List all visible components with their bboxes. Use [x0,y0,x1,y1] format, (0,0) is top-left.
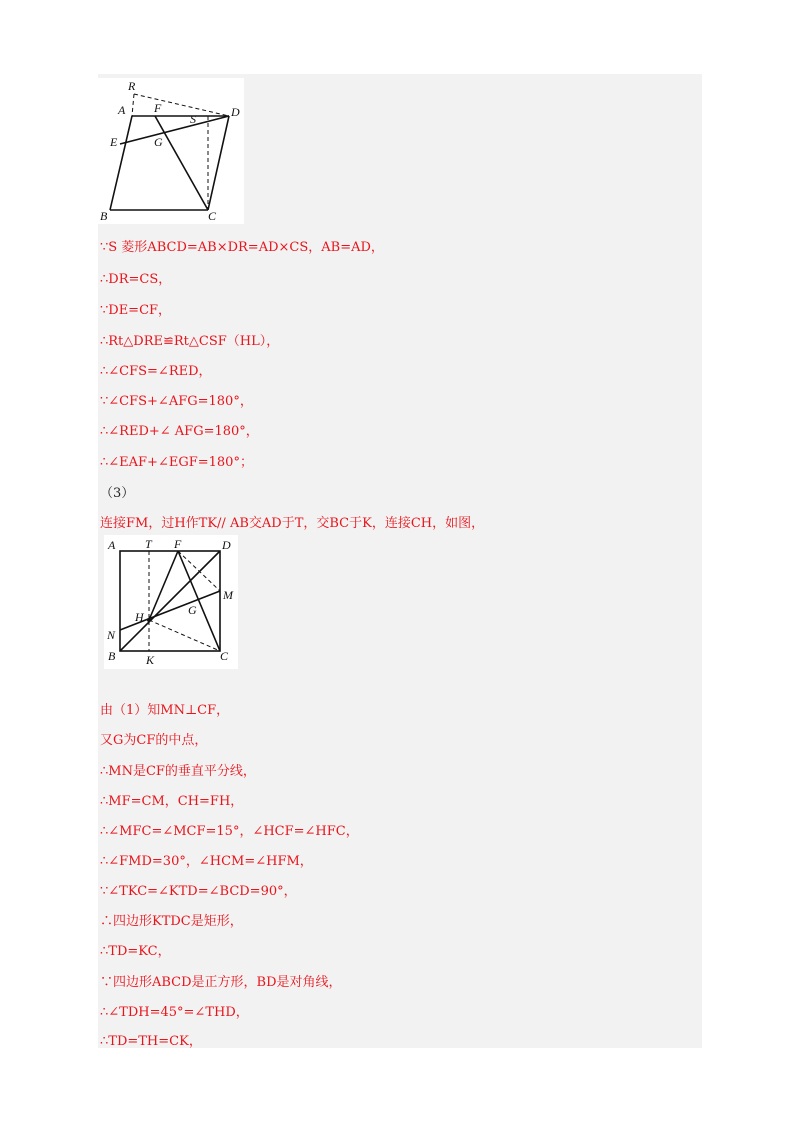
figure-rhombus [98,78,244,224]
text-line-9: （3） [100,486,135,501]
text-line-5: ∴∠CFS=∠RED， [100,364,212,379]
point-h [147,618,151,622]
label-f: F [174,537,182,551]
segment-ed [120,116,229,144]
label-c: C [220,649,229,663]
text-line-4: ∴Rt△DRE≌Rt△CSF（HL）， [100,334,280,349]
dashed-ra [132,94,134,116]
text-line-17: ∵∠TKC=∠KTD=∠BCD=90°， [100,884,297,899]
text-line-11: 由（1）知MN⊥CF， [100,703,230,718]
label-h: H [135,610,144,624]
text-line-10: 连接FM，过H作TK// AB交AD于T，交BC于K，连接CH，如图， [100,516,485,531]
figure-rhombus-svg [98,78,244,224]
text-line-22: ∴TD=TH=CK， [100,1034,202,1049]
edge-cd [208,116,229,210]
label-k: K [146,653,155,667]
label-d: D [222,538,231,552]
label-g: G [188,603,197,617]
text-line-13: ∴MN是CF的垂直平分线， [100,764,256,779]
figure-square [104,535,238,669]
label-s: S [190,112,196,126]
label-f: F [154,101,162,115]
label-a: A [108,538,116,552]
label-d: D [231,105,240,119]
label-b: B [108,649,116,663]
text-line-12: 又G为CF的中点， [100,733,208,748]
label-m: M [223,588,233,602]
text-line-14: ∴MF=CM，CH=FH， [100,794,244,809]
text-line-2: ∴DR=CS， [100,272,172,287]
label-b: B [100,209,108,223]
text-line-7: ∴∠RED+∠ AFG=180°， [100,424,259,439]
segment-fc [178,551,220,651]
text-line-21: ∴∠TDH=45°=∠THD， [100,1005,249,1020]
segment-fc [155,116,208,210]
label-r: R [128,79,136,93]
text-line-6: ∵∠CFS+∠AFG=180°， [100,394,253,409]
label-e: E [110,135,118,149]
label-a: A [118,103,126,117]
text-line-16: ∴∠FMD=30°，∠HCM=∠HFM， [100,854,313,869]
label-n: N [107,628,116,642]
text-line-18: ∴四边形KTDC是矩形， [100,914,243,929]
text-line-15: ∴∠MFC=∠MCF=15°，∠HCF=∠HFC， [100,824,359,839]
text-line-1: ∵S 菱形ABCD=AB×DR=AD×CS，AB=AD， [100,240,384,255]
label-g: G [154,135,163,149]
text-line-8: ∴∠EAF+∠EGF=180°； [100,455,253,470]
label-t: T [145,537,152,551]
figure-square-svg [104,535,238,669]
text-line-20: ∵四边形ABCD是正方形，BD是对角线， [100,975,342,990]
dashed-rd [134,94,229,116]
diagonal-bd [120,551,220,651]
label-c: C [208,209,217,223]
edge-ab [110,116,132,210]
text-line-19: ∴TD=KC， [100,944,171,959]
text-line-3: ∵DE=CF， [100,303,172,318]
